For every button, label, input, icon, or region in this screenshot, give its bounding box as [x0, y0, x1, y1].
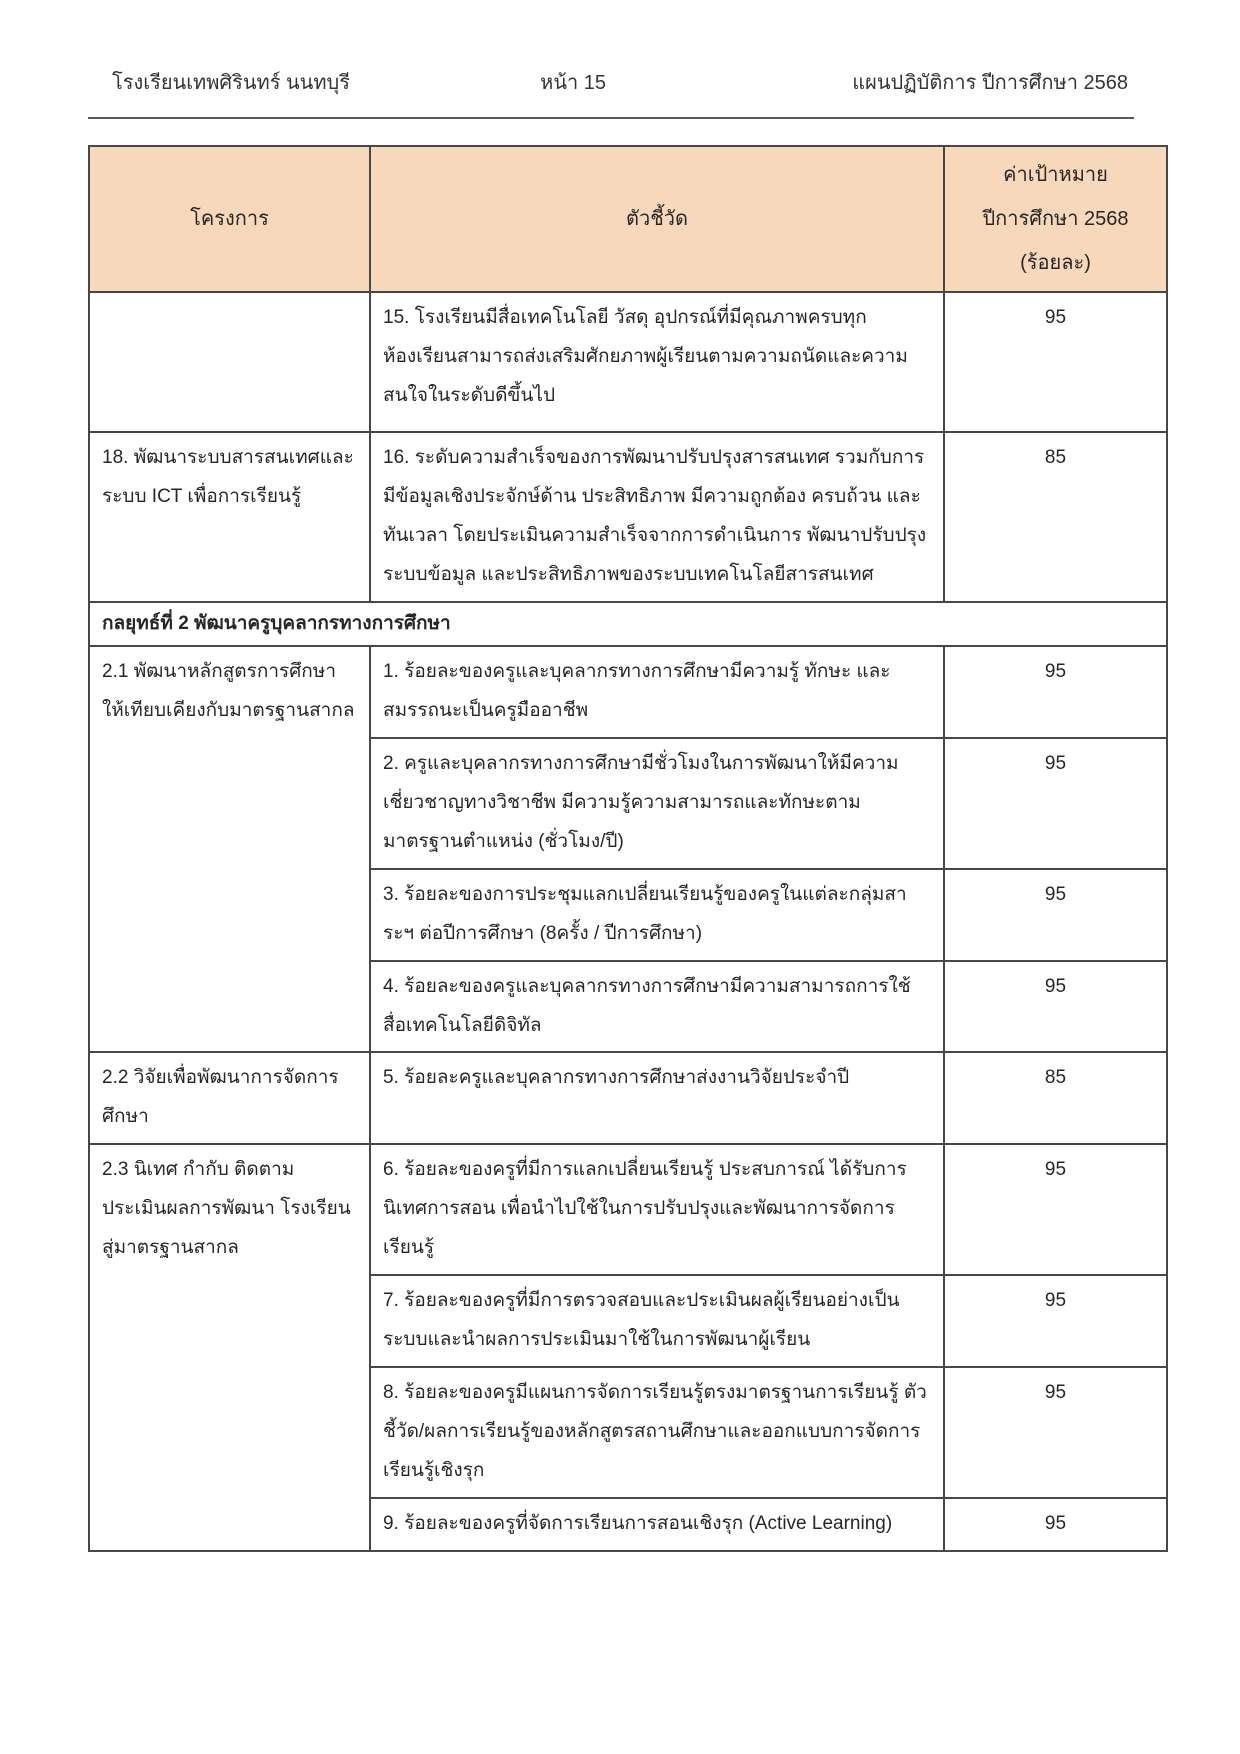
indicator-cell: 16. ระดับความสำเร็จของการพัฒนาปรับปรุงสารสนเทศ รวมกับการมีข้อมูลเชิงประจักษ์ด้าน ประสิทธิภาพ มีความถูกต้อง ครบถ้วน และทันเวลา โดยประเมินความสำเร็จจากการดำเนินการ พัฒนาปรับปรุงระบบข้อมูล และประสิทธิภาพของระบบเทคโนโลยีสารสนเทศ	[370, 432, 944, 602]
section-header-row	[89, 602, 1167, 646]
indicator-cell: 4. ร้อยละของครูและบุคลากรทางการศึกษามีความสามารถการใช้สื่อเทคโนโลยีดิจิทัล	[370, 961, 944, 1053]
document-title: แผนปฏิบัติการ ปีการศึกษา 2568	[852, 72, 1128, 94]
target-cell: 85	[944, 432, 1167, 602]
target-cell: 95	[944, 869, 1167, 961]
indicator-cell: 3. ร้อยละของการประชุมแลกเปลี่ยนเรียนรู้ของครูในแต่ละกลุ่มสาระฯ ต่อปีการศึกษา (8ครั้ง / ปีการศึกษา)	[370, 869, 944, 961]
table-row	[89, 292, 1167, 432]
school-name: โรงเรียนเทพศิรินทร์ นนทบุรี	[112, 72, 350, 94]
project-cell: 18. พัฒนาระบบสารสนเทศและระบบ ICT เพื่อการเรียนรู้	[89, 432, 370, 602]
table-header-row	[89, 146, 1167, 292]
indicator-cell: 2. ครูและบุคลากรทางการศึกษามีชั่วโมงในการพัฒนาให้มีความเชี่ยวชาญทางวิชาชีพ มีความรู้ความสามารถและทักษะตามมาตรฐานตำแหน่ง (ชั่วโมง/ปี)	[370, 738, 944, 869]
strategy-section-title: กลยุทธ์ที่ 2 พัฒนาครูบุคลากรทางการศึกษา	[89, 602, 1167, 646]
project-cell	[89, 292, 370, 432]
target-cell: 95	[944, 1275, 1167, 1367]
indicator-cell: 5. ร้อยละครูและบุคลากรทางการศึกษาส่งงานวิจัยประจำปี	[370, 1052, 944, 1144]
indicator-cell: 1. ร้อยละของครูและบุคลากรทางการศึกษามีความรู้ ทักษะ และสมรรถนะเป็นครูมืออาชีพ	[370, 646, 944, 738]
target-cell: 95	[944, 961, 1167, 1053]
page-number: หน้า 15	[540, 72, 607, 94]
project-cell: 2.3 นิเทศ กำกับ ติดตาม ประเมินผลการพัฒนา โรงเรียนสู่มาตรฐานสากล	[89, 1144, 370, 1550]
target-cell: 95	[944, 1367, 1167, 1498]
column-header-project: โครงการ	[89, 146, 370, 292]
column-header-indicator: ตัวชี้วัด	[370, 146, 944, 292]
target-cell: 95	[944, 1498, 1167, 1551]
indicator-cell: 6. ร้อยละของครูที่มีการแลกเปลี่ยนเรียนรู้ ประสบการณ์ ได้รับการนิเทศการสอน เพื่อนำไปใช้ในการปรับปรุงและพัฒนาการจัดการเรียนรู้	[370, 1144, 944, 1275]
indicator-cell: 7. ร้อยละของครูที่มีการตรวจสอบและประเมินผลผู้เรียนอย่างเป็นระบบและนำผลการประเมินมาใช้ในการพัฒนาผู้เรียน	[370, 1275, 944, 1367]
column-header-target	[944, 146, 1167, 292]
table-row	[89, 646, 1167, 738]
target-cell: 95	[944, 738, 1167, 869]
indicator-cell: 15. โรงเรียนมีสื่อเทคโนโลยี วัสดุ อุปกรณ์ที่มีคุณภาพครบทุกห้องเรียนสามารถส่งเสริมศักยภาพผู้เรียนตามความถนัดและความสนใจในระดับดีขึ้นไป	[370, 292, 944, 432]
target-cell: 85	[944, 1052, 1167, 1144]
table-row	[89, 1144, 1167, 1275]
indicator-cell: 8. ร้อยละของครูมีแผนการจัดการเรียนรู้ตรงมาตรฐานการเรียนรู้ ตัวชี้วัด/ผลการเรียนรู้ของหลักสูตรสถานศึกษาและออกแบบการจัดการเรียนรู้เชิงรุก	[370, 1367, 944, 1498]
project-cell: 2.2 วิจัยเพื่อพัฒนาการจัดการศึกษา	[89, 1052, 370, 1144]
indicator-cell: 9. ร้อยละของครูที่จัดการเรียนการสอนเชิงรุก (Active Learning)	[370, 1498, 944, 1551]
page-header	[112, 66, 1128, 98]
target-header-line3: (ร้อยละ)	[1020, 252, 1091, 274]
target-header-line1: ค่าเป้าหมาย	[1003, 164, 1108, 186]
table-row	[89, 432, 1167, 602]
project-cell: 2.1 พัฒนาหลักสูตรการศึกษาให้เทียบเคียงกับมาตรฐานสากล	[89, 646, 370, 1052]
target-cell: 95	[944, 292, 1167, 432]
target-cell: 95	[944, 646, 1167, 738]
indicator-table	[88, 145, 1168, 1552]
table-row	[89, 1052, 1167, 1144]
target-header-line2: ปีการศึกษา 2568	[982, 208, 1129, 230]
target-cell: 95	[944, 1144, 1167, 1275]
header-divider-line	[88, 117, 1134, 119]
